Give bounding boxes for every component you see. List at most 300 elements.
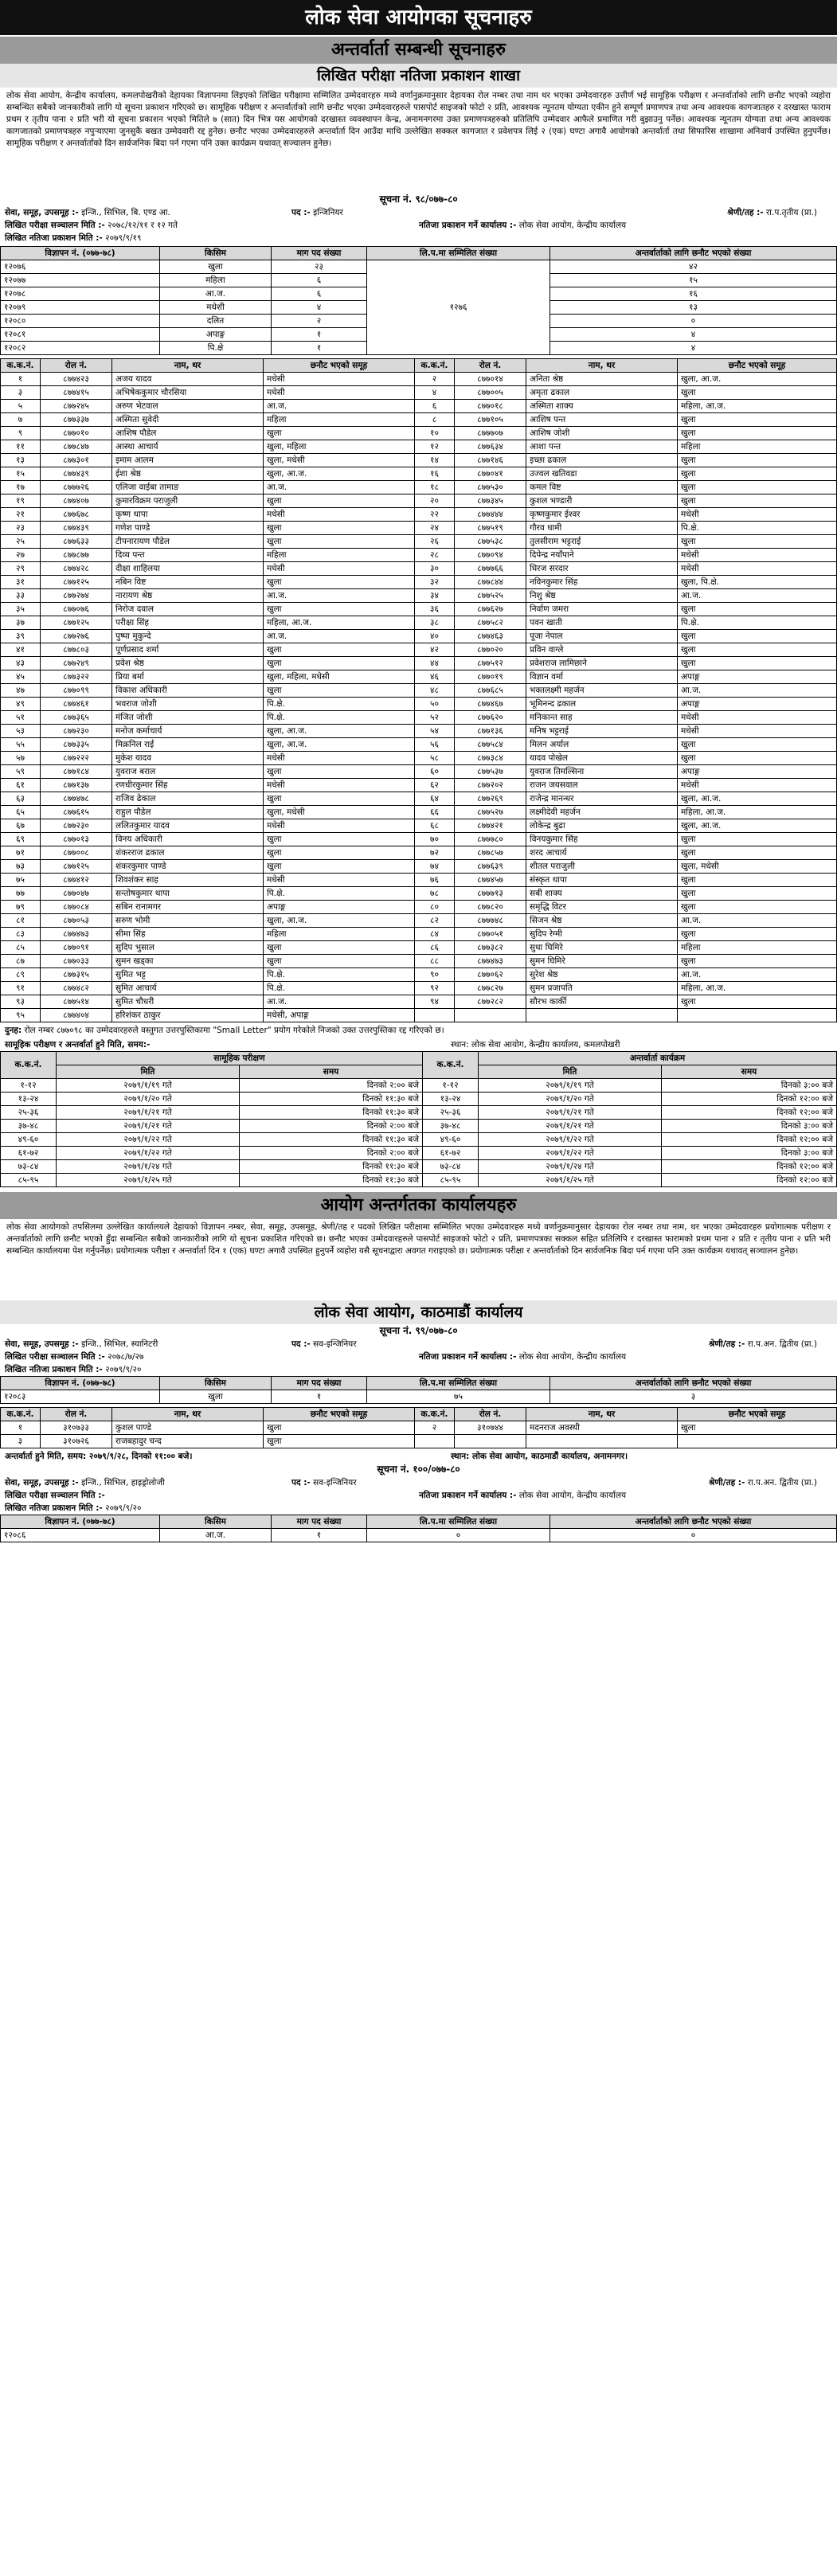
table-cell: ६४ [415, 792, 455, 806]
table-cell: ४९-६० [423, 1133, 479, 1147]
table-cell: ८७७४८२ [41, 982, 112, 995]
table-cell: खुला [678, 657, 837, 670]
table-cell: १२०८६ [1, 1529, 160, 1542]
pub-date-value: २०७९/९/१९ [105, 233, 142, 243]
table-cell: ८७७०१९ [455, 670, 526, 684]
table-cell: खुला, आ.ज. [264, 738, 415, 752]
table-cell: खुला, मधेसी [264, 806, 415, 819]
table-row [1, 779, 837, 792]
table-cell: दिनको १२:०० बजे [662, 1106, 837, 1120]
table-cell: ३७ [1, 616, 41, 630]
table-row [1, 819, 837, 833]
table-cell: अरुण भेटवाल [112, 400, 264, 413]
table-cell: ४५ [1, 670, 41, 684]
table-cell: ११ [1, 440, 41, 454]
post-value: इन्जिनियर [313, 208, 343, 217]
result-office-label: नतिजा प्रकाशन गर्ने कार्यालय :- [419, 1491, 517, 1500]
table-cell: खुला [264, 1421, 415, 1435]
table-cell: अपाङ्ग [678, 698, 837, 711]
table-header [1, 1052, 837, 1065]
table-cell: निशु श्रेष्ठ [526, 589, 678, 603]
note-row [0, 1022, 837, 1038]
table-cell: सन्तोषकुमार थापा [112, 887, 264, 901]
table-cell: राजेन्द्र मानन्धर [526, 792, 678, 806]
table-cell: ६१-७२ [423, 1147, 479, 1160]
column-header: नाम, थर [526, 359, 678, 373]
table-row [1, 386, 837, 400]
table-cell: १२ [415, 440, 455, 454]
table-cell: मधेसी [678, 711, 837, 725]
column-header: लि.प.मा सम्मिलित संख्या [367, 247, 550, 260]
table-cell: ९५ [1, 1009, 41, 1022]
table-cell: ८७७५१९ [455, 522, 526, 535]
table-cell: महिला [678, 440, 837, 454]
table-cell: ८७७४०४ [41, 1009, 112, 1022]
table-header [1, 247, 837, 260]
table-cell: युवराज बराल [112, 765, 264, 779]
table-cell: मदनराज अवस्थी [526, 1421, 678, 1435]
table-cell: १६ [550, 287, 837, 301]
table-cell: कुशल पाण्डे [112, 1421, 264, 1435]
table-cell: प्रवेश श्रेष्ठ [112, 657, 264, 670]
table-cell: गौरव धामी [526, 522, 678, 535]
table-cell: ८४ [415, 928, 455, 941]
table-cell: लक्ष्मीदेवी महर्जन [526, 806, 678, 819]
table-cell [678, 1435, 837, 1448]
table-cell: १३ [1, 454, 41, 467]
table-cell: अपाङ्ग [160, 328, 272, 342]
table-cell: २०७९/१/१९ गते [57, 1079, 240, 1093]
table-cell: ७४ [415, 860, 455, 874]
table-cell: २०७९/१/२१ गते [479, 1106, 662, 1120]
table-cell: ८७७७६६ [455, 562, 526, 576]
table-cell: मधेसी [264, 819, 415, 833]
table-row [1, 467, 837, 481]
table-cell: २०७९/१/२१ गते [57, 1120, 240, 1133]
table-cell: ८७७५२५ [455, 589, 526, 603]
class-value: रा.प.अन. द्वितीय (प्रा.) [747, 1339, 817, 1349]
table-cell: खुला [264, 846, 415, 860]
table-row [1, 941, 837, 955]
table-cell: ९४ [415, 995, 455, 1009]
table-cell: ८७७०१४ [455, 373, 526, 386]
table-row [1, 260, 837, 274]
table-cell: ४० [415, 630, 455, 643]
table-cell: खुला [678, 481, 837, 494]
table-cell: आ.ज. [678, 589, 837, 603]
table-cell [455, 1009, 526, 1022]
post-label: पद :- [291, 1339, 311, 1349]
table-cell: ८७७३४५ [455, 494, 526, 508]
table-cell: दिनको १२:०० बजे [662, 1174, 837, 1187]
table-cell: ७१ [1, 846, 41, 860]
table-cell: २३ [272, 260, 367, 274]
table-cell: २०७९/१/२० गते [57, 1093, 240, 1106]
table-cell: कमल विष्ट [526, 481, 678, 494]
table-cell: मधेसी [264, 373, 415, 386]
table-cell: खुला [264, 833, 415, 846]
table-cell: अमृता ढकाल [526, 386, 678, 400]
table-cell: सरुण भोमी [112, 914, 264, 928]
table-cell: खुला [678, 413, 837, 427]
table-cell: खुला [678, 535, 837, 549]
table-cell: ९३ [1, 995, 41, 1009]
table-cell: दिनको ११:३० बजे [240, 1174, 423, 1187]
table-cell: ८७ [1, 955, 41, 968]
table-row [1, 1160, 837, 1174]
table-cell: २०७९/१/२२ गते [57, 1147, 240, 1160]
table-cell: ८७७२७६ [41, 630, 112, 643]
table-cell: ३ [1, 1435, 41, 1448]
table-cell: ८७७५८२ [455, 616, 526, 630]
table-cell: ८७७८५७ [455, 846, 526, 860]
table-cell: सबी शाक्य [526, 887, 678, 901]
table-cell: अपाङ्ग [264, 901, 415, 914]
table-cell: ८७७७४८ [455, 914, 526, 928]
table-row [1, 765, 837, 779]
table-cell: अभिषेककुमार चौरसिया [112, 386, 264, 400]
table-cell: खुला, आ.ज. [678, 373, 837, 386]
table-cell: ८७७२३० [41, 819, 112, 833]
table-cell: १ [272, 1390, 367, 1404]
table-cell: १२०७८ [1, 287, 160, 301]
table-cell: आशिष पौडेल [112, 427, 264, 440]
table-cell: ८८ [415, 955, 455, 968]
table-row [1, 427, 837, 440]
table-cell: ८० [415, 901, 455, 914]
table-cell: ८२ [415, 914, 455, 928]
table-cell: १३ [550, 301, 837, 315]
table-row [1, 914, 837, 928]
table-cell: खुला, पि.क्षे. [678, 576, 837, 589]
table-cell: आ.ज. [678, 968, 837, 982]
result-office-value: लोक सेवा आयोग, केन्द्रीय कार्यालय [518, 1352, 627, 1362]
table-row [1, 1106, 837, 1120]
table-cell: ५८ [415, 752, 455, 765]
table-cell: ८७७४१५ [41, 386, 112, 400]
table-cell: ६१-७२ [1, 1147, 57, 1160]
pub-date-label: लिखित नतिजा प्रकाशन मिति :- [5, 233, 103, 243]
table-row [1, 522, 837, 535]
table-cell: ३१०७२६ [41, 1435, 112, 1448]
table-cell: २ [272, 315, 367, 328]
table-cell: विकाश अधिकारी [112, 684, 264, 698]
table-row [1, 833, 837, 846]
table-cell: खुला [264, 535, 415, 549]
ktm-office-title: लोक सेवा आयोग, काठमाडौं कार्यालय [0, 1300, 837, 1324]
class-value: रा.प.अन. द्वितीय (प्रा.) [747, 1478, 817, 1487]
table-cell: खुला [678, 643, 837, 657]
table-cell: २ [415, 1421, 455, 1435]
main-title: लोक सेवा आयोगका सूचनाहरु [0, 0, 837, 35]
pub-date-label: लिखित नतिजा प्रकाशन मिति :- [5, 1365, 103, 1374]
table-cell: १ [272, 342, 367, 355]
result-office-value: लोक सेवा आयोग, केन्द्रीय कार्यालय [518, 1491, 627, 1500]
table-cell: मधेसी [264, 562, 415, 576]
table-row [1, 874, 837, 887]
table-cell: ३१ [1, 576, 41, 589]
table-cell: १६ [415, 467, 455, 481]
table-cell: आशिष पन्त [526, 413, 678, 427]
table-row [1, 1147, 837, 1160]
table-cell: ३५ [1, 603, 41, 616]
table-cell: ८७७४७८ [41, 792, 112, 806]
table-cell: ४३ [1, 657, 41, 670]
table-cell: महिला [264, 549, 415, 562]
table-cell: ८७७८२० [455, 901, 526, 914]
table-cell: पि.क्षे. [678, 522, 837, 535]
table-cell: आ.ज. [678, 914, 837, 928]
table-row [1, 589, 837, 603]
table-cell [415, 1009, 455, 1022]
table-cell: नबिन विष्ट [112, 576, 264, 589]
table-cell: ईशा श्रेष्ठ [112, 467, 264, 481]
table-cell: २६ [415, 535, 455, 549]
table-cell: १-१२ [423, 1079, 479, 1093]
table-cell: खुला, आ.ज. [264, 725, 415, 738]
table-cell: खुला [264, 1435, 415, 1448]
table-cell: ८७७०५१ [455, 928, 526, 941]
table-cell: सुमन प्रजापति [526, 982, 678, 995]
table-cell: आ.ज. [264, 995, 415, 1009]
table-cell [678, 1009, 837, 1022]
table-row [1, 1421, 837, 1435]
table-cell: दिनको ११:३० बजे [240, 1106, 423, 1120]
table-cell: ४७ [1, 684, 41, 698]
table-cell: ४८ [415, 684, 455, 698]
schedule-label: सामूहिक परीक्षण र अन्तर्वार्ता हुने मिति, समय:- [5, 1040, 151, 1050]
table-cell: ४६ [415, 670, 455, 684]
table-row [1, 968, 837, 982]
table-cell: खुला [678, 494, 837, 508]
table-cell: खुला [264, 860, 415, 874]
table-cell: विनयकुमार सिंह [526, 833, 678, 846]
table-cell: खुला [264, 792, 415, 806]
table-cell: २५-३६ [423, 1106, 479, 1120]
note-text: रोल नम्बर ८७७०९८ का उम्मेदवारहरुले वस्तुगत उत्तरपुस्तिकामा "Small Letter" प्रयोग गरेकोले निजको उक्त उत्तरपुस्तिका रद्द गरिएको छ। [24, 1026, 444, 1035]
table-cell: मधेसी [678, 725, 837, 738]
table-cell: ३७-४८ [1, 1120, 57, 1133]
table-cell: २२ [415, 508, 455, 522]
class-label: श्रेणी/तह :- [709, 1478, 745, 1487]
column-header: माग पद संख्या [272, 1515, 367, 1529]
table-row [1, 806, 837, 819]
table-cell: ६ [415, 400, 455, 413]
notice-meta-row [0, 219, 837, 232]
table-cell: सुदिप भुसाल [112, 941, 264, 955]
table-cell: ६३ [1, 792, 41, 806]
table-cell: ७७ [1, 887, 41, 901]
table-cell: ८५-९५ [423, 1174, 479, 1187]
table-row [1, 373, 837, 386]
table-cell: खुला, आ.ज. [678, 792, 837, 806]
table-cell: सुमित भट्ट [112, 968, 264, 982]
table-cell: शरद आचार्य [526, 846, 678, 860]
table-cell: ७५ [1, 874, 41, 887]
table-cell: २० [415, 494, 455, 508]
table-cell: खुला [678, 901, 837, 914]
table-cell: शंकरराज ढकाल [112, 846, 264, 860]
table-cell: ३७-४८ [423, 1120, 479, 1133]
table-cell: दिव्य पन्त [112, 549, 264, 562]
result-office-label: नतिजा प्रकाशन गर्ने कार्यालय :- [419, 221, 517, 230]
table-cell: खुला [264, 684, 415, 698]
table-cell: मधेसी [264, 386, 415, 400]
table-cell: ७५ [367, 1390, 550, 1404]
table-cell: ८७७००८ [41, 846, 112, 860]
table-cell: ० [550, 315, 837, 328]
exam-date-label: लिखित परीक्षा सञ्चालन मिति :- [5, 221, 105, 230]
table-cell: ३० [415, 562, 455, 576]
column-header: विज्ञापन नं. (०७७-७८) [1, 1515, 160, 1529]
table-cell: दिनको १२:०० बजे [662, 1160, 837, 1174]
table-cell: मधेशी [160, 301, 272, 315]
table-cell: ८७७०५३ [41, 914, 112, 928]
table-cell: प्रवेशराज लामिछाने [526, 657, 678, 670]
table-row [1, 982, 837, 995]
table-cell: रणधीरकुमार सिंह [112, 779, 264, 792]
table-cell: इच्छा ढकाल [526, 454, 678, 467]
table-cell: राहुल पौडेल [112, 806, 264, 819]
table-cell: ८५ [1, 941, 41, 955]
table-cell: महिला [678, 941, 837, 955]
table-cell: महिला [264, 413, 415, 427]
table-cell: गणेश पाण्डे [112, 522, 264, 535]
table-row [1, 684, 837, 698]
column-header: मिति [479, 1065, 662, 1079]
table-cell: दीक्षा शाहिलया [112, 562, 264, 576]
column-header: माग पद संख्या [272, 1377, 367, 1390]
column-header: रोल नं. [41, 1408, 112, 1421]
table-cell: २३ [1, 522, 41, 535]
table-cell: ८९ [1, 968, 41, 982]
table-cell: ८७७००५ [455, 386, 526, 400]
table-cell [526, 1009, 678, 1022]
column-header: क.क.नं. [415, 1408, 455, 1421]
table-cell: २०७९/१/२५ गते [57, 1174, 240, 1187]
table-cell: ८७७१४६ [455, 454, 526, 467]
table-cell: दिनको २:०० बजे [240, 1147, 423, 1160]
intro-paragraph: लोक सेवा आयोग, केन्द्रीय कार्यालय, कमलपोखरीको देहायका विज्ञापनमा लिइएको लिखित परीक्षामा सम्मिलित उम्मेदवारहरु मध्ये वर्णानुक्रमानुसार देहायका रोल नम्बर तथा नाम थर भएका उम्मेदवारहरु उत्तीर्ण भई सामूहिक परीक्षण र अन्तर्वार्ताको लागि छनौट भएको व्यहोरा सम्बन्धित सबैको जानकारीको लागि यो सूचना प्रकाशन गरिएको छ। सामूहिक परीक्षण र अन्तर्वार्ताको लागि छनौट भएका उम्मेदवारहरुले पासपोर्ट साइजको फोटो २ प्रति, आवश्यक न्यूनतम योग्यता एकीन हुने सम्पूर्ण प्रमाणपत्र तथा अन्य आवश्यक कागजातहरु र दरखास्त फाराम प्रथम र तृतीय पाना २ प्रति भरी यो सूचना प्रकाशन भएको मितिले ७ (सात) दिन भित्र यस आयोगको दरखास्त व्यवस्थापन केन्द्र, अनामनगरमा उक्त प्रमाणपत्रहरुको प्रतिलिपि उम्मेदवार आफैले प्रमाणित गरी बुझाउनु पर्नेछ। आवश्यक न्यूनतम योग्यता तथा अन्य आवश्यक कागजातको प्रमाणपत्रहरु नपुऱ्याएमा जुनसुकै बखत उम्मेदवारी रद्द हुनेछ। छनौट भएका उम्मेदवारहरुले अन्तर्वार्ता दिन आउँदा माथि उल्लेखित सक्कल कागजात र प्रवेशपत्र लिई २ (एक) घण्टा अगावै आयोगको अन्तर्वार्ता तथा सिफारिस शाखामा अनिवार्य उपस्थित हुनुपर्नेछ। सामूहिक परीक्षण र अन्तर्वार्ताको दिन सार्वजनिक बिदा पर्न गएमा पनि उक्त कार्यक्रम यथावत् सञ्चालन हुनेछ। [6, 91, 831, 148]
table-cell: ९१ [1, 982, 41, 995]
table-cell: महिला, आ.ज. [264, 616, 415, 630]
table-cell: ८७७६२७ [455, 603, 526, 616]
table-row [1, 603, 837, 616]
table-cell: सुमन घिमिरे [526, 955, 678, 968]
table-cell: मंजित जोशी [112, 711, 264, 725]
table-cell: ६ [272, 287, 367, 301]
column-header: छनौट भएको समूह [678, 359, 837, 373]
table-cell: दिनको १२:०० बजे [662, 1093, 837, 1106]
table-cell: भवराज जोशी [112, 698, 264, 711]
table-cell: ८७७३१५ [41, 968, 112, 982]
table-cell: १ [1, 373, 41, 386]
table-cell: ५ [1, 400, 41, 413]
table-row [1, 738, 837, 752]
table-cell: आ.ज. [160, 1529, 272, 1542]
table-cell: खुला [678, 738, 837, 752]
column-header: नाम, थर [112, 1408, 264, 1421]
table-cell: ७२ [415, 846, 455, 860]
exam-date-label: लिखित परीक्षा सञ्चालन मिति :- [5, 1352, 105, 1362]
table-cell: १२०७९ [1, 301, 160, 315]
note-label: दुनह: [5, 1026, 22, 1035]
result-office-value: लोक सेवा आयोग, केन्द्रीय कार्यालय [518, 221, 627, 230]
table-cell: आ.ज. [264, 400, 415, 413]
table-cell: १५ [550, 274, 837, 287]
table-cell: ४९-६० [1, 1133, 57, 1147]
table-cell: आ.ज. [264, 630, 415, 643]
notice-meta-row [0, 206, 837, 219]
table-cell: ४ [272, 301, 367, 315]
table-cell: खुला, आ.ज. [264, 914, 415, 928]
table-cell: ४१ [1, 643, 41, 657]
table-cell: अस्मिता सुवेदी [112, 413, 264, 427]
column-header: माग पद संख्या [272, 247, 367, 260]
table-cell: ८७७१२५ [41, 576, 112, 589]
table-cell: ५३ [1, 725, 41, 738]
table-row [1, 508, 837, 522]
table-cell: २७ [1, 549, 41, 562]
table-cell: १९ [1, 494, 41, 508]
table-cell: ८७७०२० [455, 643, 526, 657]
table-cell: १ [272, 328, 367, 342]
table-cell: आ.ज. [160, 287, 272, 301]
table-cell: ८७७०१८ [455, 400, 526, 413]
table-cell: ८७७६८५ [455, 684, 526, 698]
table-cell: प्रविन वाग्ले [526, 643, 678, 657]
table-cell: सौरभ कार्की [526, 995, 678, 1009]
schedule-meta-row [0, 1038, 837, 1051]
table-cell: ८७७४२८ [41, 562, 112, 576]
table-cell: ६६ [415, 806, 455, 819]
table-row [1, 657, 837, 670]
table-cell: मधेसी [264, 874, 415, 887]
table-cell: ७३-८४ [1, 1160, 57, 1174]
table-row [1, 670, 837, 684]
column-header: क.क.नं. [1, 359, 41, 373]
table-header [1, 1515, 837, 1529]
table-cell: विनय अधिकारी [112, 833, 264, 846]
class-label: श्रेणी/तह :- [709, 1339, 745, 1349]
table-cell: सुमन खड्का [112, 955, 264, 968]
table-cell: ८७७२८२ [455, 995, 526, 1009]
column-header: रोल नं. [41, 359, 112, 373]
result-office-label: नतिजा प्रकाशन गर्ने कार्यालय :- [419, 1352, 517, 1362]
table-cell: ४ [550, 342, 837, 355]
service-label: सेवा, समूह, उपसमूह :- [5, 208, 79, 217]
table-cell: आस्था आचार्य [112, 440, 264, 454]
table-cell: ८७७८७७ [41, 549, 112, 562]
table-cell: ८ [415, 413, 455, 427]
table-cell: ८७७२४५ [41, 400, 112, 413]
table-cell: ८७७०१३ [41, 833, 112, 846]
table-cell: प्रिया बर्मा [112, 670, 264, 684]
notice-number: सूचना नं. ९८/०७७-८० [379, 193, 458, 205]
table-cell: राजन जयसवाल [526, 779, 678, 792]
table-row [1, 576, 837, 589]
table-cell: ७९ [1, 901, 41, 914]
table-cell: मधेसी [678, 549, 837, 562]
table-cell: ८७७६३९ [455, 860, 526, 874]
notice-meta-row [0, 1476, 837, 1489]
table-cell: ८७७२४९ [41, 657, 112, 670]
table-cell: ४ [550, 328, 837, 342]
table-cell [526, 1435, 678, 1448]
table-cell: दिनको ११:३० बजे [240, 1133, 423, 1147]
column-header: छनौट भएको समूह [264, 1408, 415, 1421]
table-cell: ८७७१३७ [41, 779, 112, 792]
